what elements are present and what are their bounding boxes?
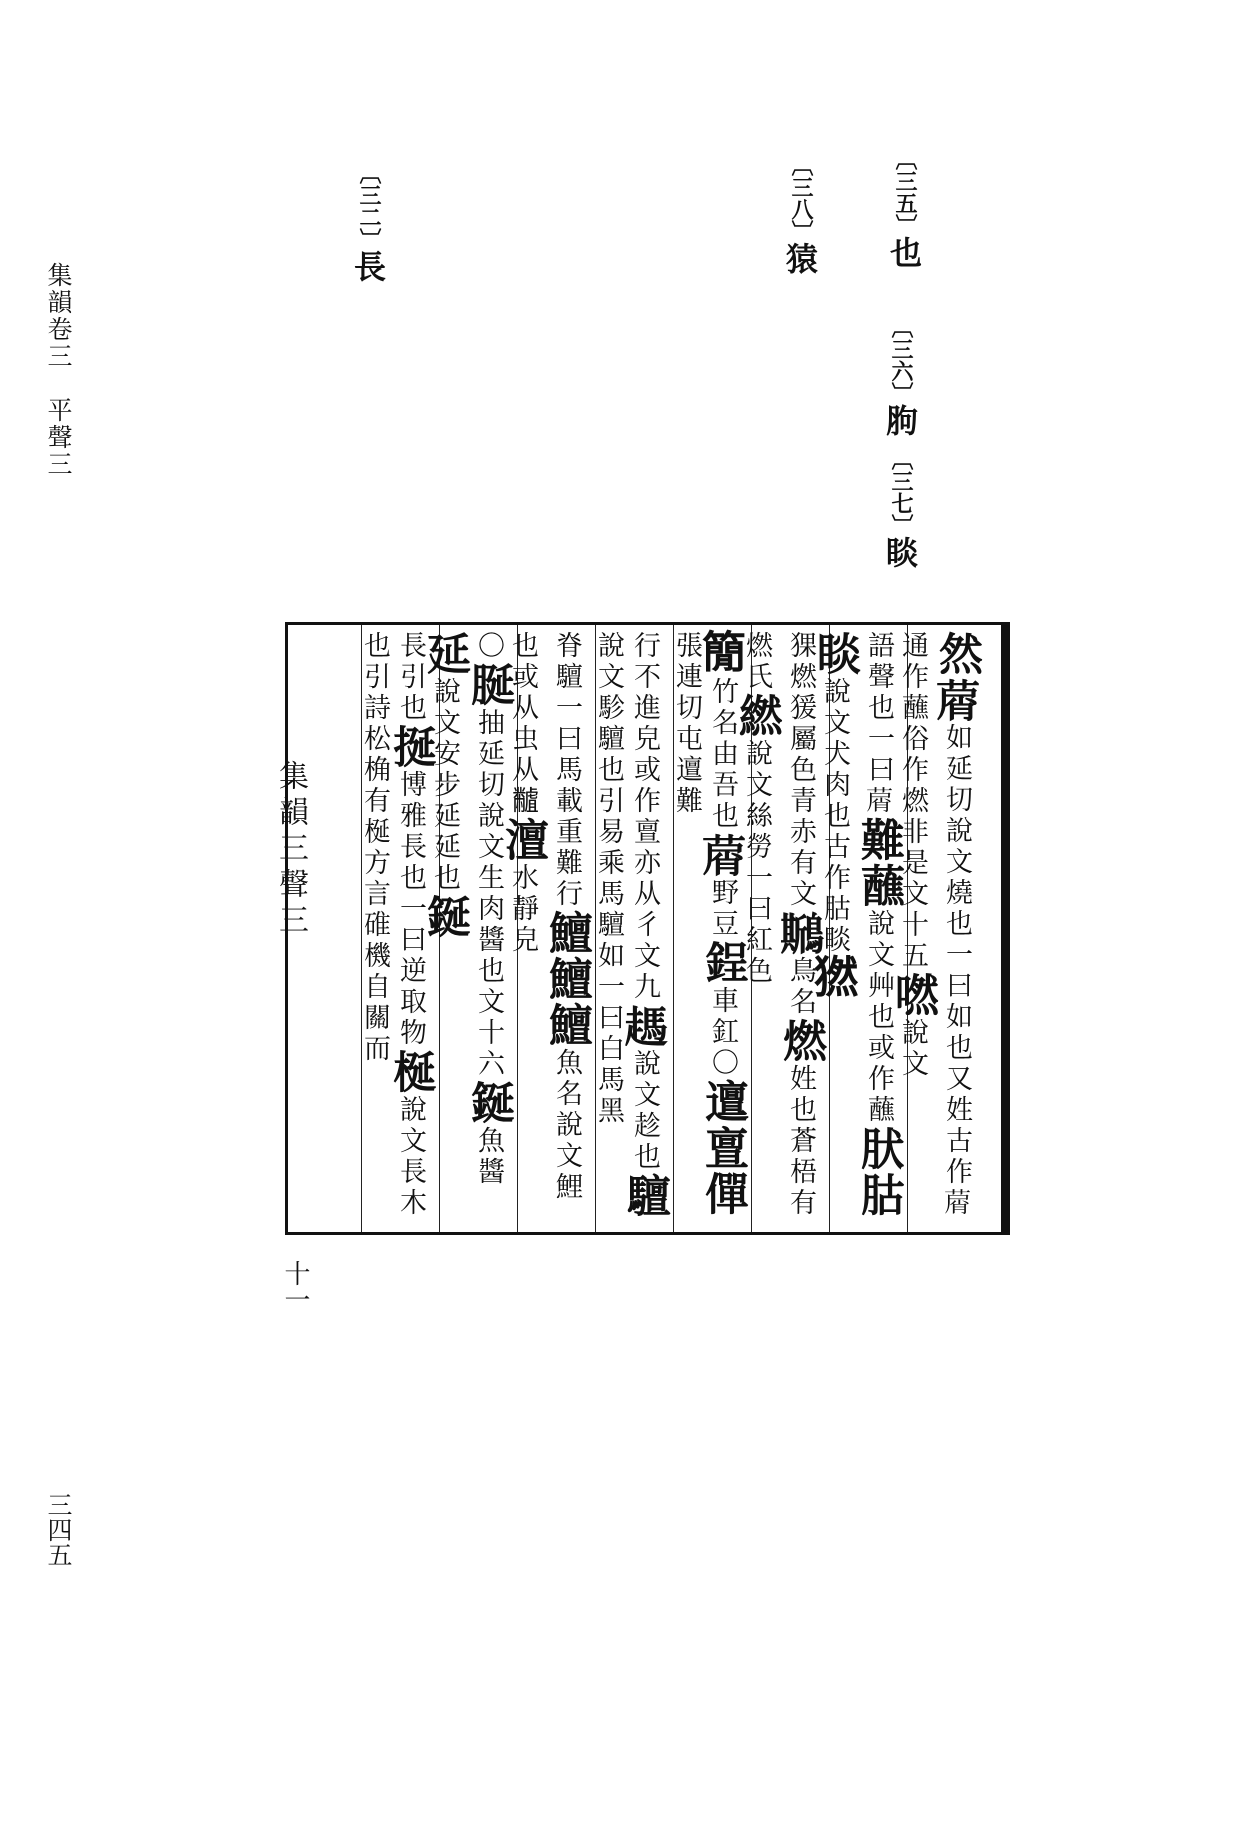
note-mark: 〔三六〕: [888, 316, 913, 404]
note-37: [881, 448, 919, 568]
gloss-text: 如延切說文燒也一曰如也又姓古作𦵱通作蘸俗作燃非是文十五: [897, 631, 972, 1219]
headword: 驙: [619, 1173, 670, 1219]
column-text: [731, 631, 826, 1231]
margin-number: 十一: [280, 1260, 310, 1312]
headword: 難蘸: [853, 817, 904, 909]
headword: 脠: [463, 662, 514, 708]
gloss-text: 語聲也一曰𦵱: [863, 631, 894, 817]
headword: 𪆁: [775, 910, 826, 956]
text-frame: [285, 622, 1010, 1235]
note-32: [349, 162, 387, 282]
text-column: [671, 631, 748, 1231]
gloss-text: 張連切屯邅難: [671, 631, 702, 817]
headword: 鋋: [463, 1080, 514, 1126]
note-text: 胊: [881, 404, 919, 436]
gloss-text: 說文駗驙也引易乘馬驙如一曰白馬黑: [593, 631, 624, 1127]
gloss-text: 〇: [473, 631, 504, 662]
gloss-text: 車釭: [707, 986, 738, 1048]
headword: 挻: [385, 724, 436, 770]
column-text: [887, 631, 982, 1231]
gloss-text: 說文長木也引詩松桷有梴方言碓機自關而: [359, 631, 426, 1219]
headword: 鋥: [697, 940, 748, 986]
text-column: [731, 631, 826, 1231]
note-mark: 〔三八〕: [788, 154, 813, 242]
gloss-text: 姓也蒼梧有燃氏: [741, 631, 816, 1219]
margin-title: 集韻三聲三: [273, 760, 308, 940]
headword: 澶: [497, 817, 548, 863]
headword: 梴: [385, 1049, 436, 1095]
gloss-text: 說文趁也: [629, 1049, 660, 1173]
gloss-text: 說文: [897, 1018, 928, 1080]
note-mark: 〔三七〕: [888, 448, 913, 536]
gloss-text: 野豆: [707, 878, 738, 940]
note-text: 長: [349, 250, 387, 282]
note-text: 睒: [881, 536, 919, 568]
text-column: [593, 631, 670, 1231]
gloss-text: 〇: [707, 1048, 738, 1079]
text-column: [809, 631, 904, 1231]
column-text: [359, 631, 436, 1231]
gloss-text: 脊驙一曰馬載重難行: [551, 631, 582, 910]
headword: 邅亶僤: [697, 1079, 748, 1217]
gloss-text: 說文艸也或作蘸: [863, 909, 894, 1126]
headword: 𤡮: [809, 956, 860, 1002]
headword: 嘫: [887, 972, 938, 1018]
gloss-text: 魚醬: [473, 1126, 504, 1188]
gloss-text: 說文絲勞一曰紅色: [741, 739, 772, 987]
headword: 延: [419, 631, 470, 677]
headword: 鋋: [419, 894, 470, 940]
headword: 肰𦙶睒: [809, 631, 904, 1218]
headword: 燃: [775, 1018, 826, 1064]
headword: 繎: [731, 693, 782, 739]
gloss-text: 抽延切說文生肉醬也文十六: [473, 708, 504, 1080]
gloss-text: 魚名說文鯉也或从虫从𪓐: [507, 631, 582, 1203]
gloss-text: 博雅長也一曰逆取物: [395, 770, 426, 1049]
gloss-text: 長引也: [395, 631, 426, 724]
note-38: [781, 154, 819, 274]
note-36: [881, 316, 919, 436]
running-title: 集韻卷三 平聲三: [44, 262, 73, 478]
note-mark: 〔三二〕: [356, 162, 381, 250]
gloss-text: 說文犬肉也古作𦙶睒: [819, 677, 850, 956]
note-mark: 〔三五〕: [892, 148, 917, 236]
text-column: [359, 631, 436, 1231]
text-column: [887, 631, 982, 1231]
headword: 然𦵱: [931, 631, 982, 723]
headword: 𦵱: [697, 832, 748, 878]
note-text: 也: [885, 236, 923, 268]
column-text: [671, 631, 748, 1231]
headword: 𧽙: [619, 1003, 670, 1049]
gloss-text: 猓燃猨屬色青赤有文: [785, 631, 816, 910]
text-column: [497, 631, 592, 1231]
column-text: [593, 631, 670, 1231]
headword: 𥳑: [697, 631, 748, 677]
column-text: [419, 631, 514, 1231]
column-text: [497, 631, 592, 1231]
headword: 鱣鱣鱣: [541, 910, 592, 1048]
gloss-text: 行不進皃或作亶亦从彳文九: [629, 631, 660, 1003]
gloss-text: 鳥名: [785, 956, 816, 1018]
note-35: [885, 148, 923, 268]
gloss-text: 水靜皃: [507, 863, 538, 956]
note-text: 猿: [781, 242, 819, 274]
column-text: [809, 631, 904, 1231]
gloss-text: 說文安步延延也: [429, 677, 460, 894]
gloss-text: 竹名由吾也: [707, 677, 738, 832]
page-number: 三四五: [44, 1492, 73, 1567]
text-column: [419, 631, 514, 1231]
